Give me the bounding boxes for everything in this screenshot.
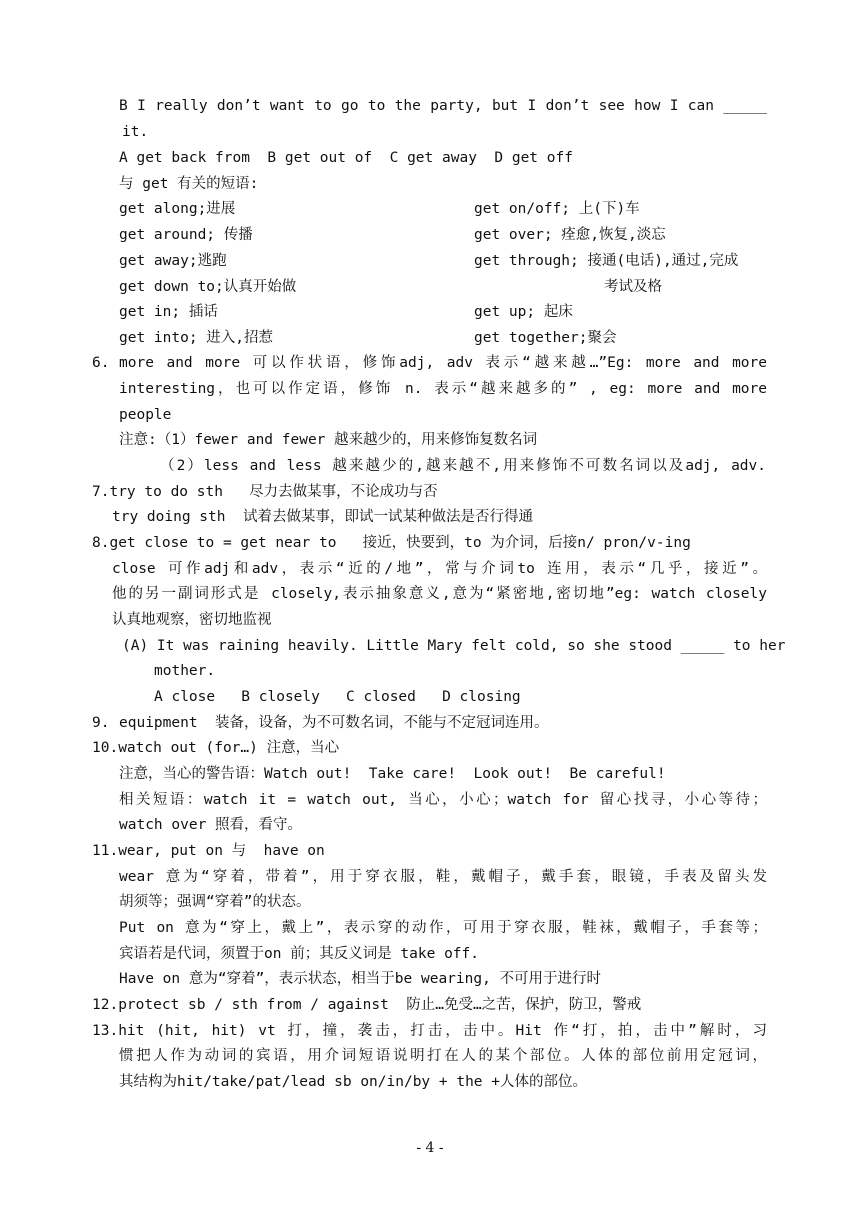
- item-12-line: 12.protect sb / sth from / against 防止…免受…之苦，保护，防卫，警戒: [92, 997, 642, 1013]
- question-b-options: A get back from B get out of C get away D get off: [119, 150, 573, 166]
- item-6-line: people: [119, 407, 172, 423]
- question-b-line-2: it.: [122, 124, 149, 140]
- item-number: 6.: [92, 355, 110, 371]
- get-phrase-right: get on/off; 上(下)车: [474, 201, 640, 217]
- get-phrase-left: get in; 插话: [119, 304, 218, 320]
- item-7-line: 7.try to do sth 尽力去做某事，不论成功与否: [92, 484, 438, 500]
- item-11-line: Have on 意为“穿着”，表示状态，相当于be wearing, 不可用于进行时: [119, 971, 602, 987]
- item-13-line: 13.hit (hit, hit) vt 打，撞，袭击，打击，击中。Hit 作“打，拍，击中”解时，习: [92, 1023, 767, 1039]
- item-8-options: A close B closely C closed D closing: [154, 689, 521, 705]
- item-10-line: watch over 照看，看守。: [119, 817, 303, 833]
- item-8-question: (A) It was raining heavily. Little Mary felt cold, so she stood _____ to her: [122, 638, 786, 654]
- get-phrase-right: get up; 起床: [474, 304, 573, 320]
- item-6-line: more and more 可以作状语，修饰adj, adv 表示“越来越…”Eg: more and more: [119, 355, 767, 371]
- item-10-line: 注意，当心的警告语：Watch out! Take care! Look out! Be careful!: [119, 766, 666, 782]
- item-10-line: 10.watch out (for…) 注意，当心: [92, 740, 340, 756]
- item-8-line: close 可作adj和adv，表示“近的/地”，常与介词to 连用，表示“几乎，接近”。: [112, 561, 767, 577]
- item-8-question: mother.: [154, 663, 216, 679]
- item-11-line: 宾语若是代词，须置于on 前；其反义词是 take off.: [119, 946, 479, 962]
- page-number: - 4 -: [416, 1140, 444, 1156]
- question-b-line-1: B I really don’t want to go to the party, but I don’t see how I can _____: [119, 98, 767, 114]
- get-phrase-left: get into; 进入,招惹: [119, 330, 274, 346]
- get-phrase-left: get along;进展: [119, 201, 236, 217]
- get-phrase-right: get through; 接通(电话),通过,完成: [474, 253, 739, 269]
- item-13-line: 其结构为hit/take/pat/lead sb on/in/by + the +人体的部位。: [119, 1074, 587, 1090]
- item-11-line: 11.wear, put on 与 have on: [92, 843, 325, 859]
- item-8-line: 认真地观察，密切地监视: [112, 612, 272, 628]
- get-phrase-right: get together;聚会: [474, 330, 617, 346]
- item-6-note: 注意:（1）fewer and fewer 越来越少的，用来修饰复数名词: [119, 432, 538, 448]
- get-phrase-left: get around; 传播: [119, 227, 253, 243]
- get-phrase-right: 考试及格: [604, 279, 662, 295]
- item-11-line: Put on 意为“穿上，戴上”，表示穿的动作，可用于穿衣服，鞋袜，戴帽子，手套等；: [119, 920, 767, 936]
- item-13-line: 惯把人作为动词的宾语，用介词短语说明打在人的某个部位。人体的部位前用定冠词，: [119, 1048, 767, 1064]
- item-8-line: 8.get close to = get near to 接近，快要到，to 为介词，后接n/ pron/v-ing: [92, 535, 691, 551]
- item-number: 9.: [92, 715, 110, 731]
- item-7-line: try doing sth 试着去做某事，即试一试某种做法是否行得通: [112, 509, 533, 525]
- get-phrase-left: get away;逃跑: [119, 253, 227, 269]
- item-11-line: wear 意为“穿着，带着”，用于穿衣服，鞋，戴帽子，戴手套，眼镜，手表及留头发: [119, 869, 767, 885]
- item-11-line: 胡须等；强调“穿着”的状态。: [119, 894, 311, 910]
- get-phrase-right: get over; 痊愈,恢复,淡忘: [474, 227, 666, 243]
- item-6-line: interesting，也可以作定语，修饰 n. 表示“越来越多的” , eg: more and more: [119, 381, 767, 397]
- get-phrases-heading: 与 get 有关的短语:: [119, 176, 259, 192]
- item-8-line: 他的另一副词形式是 closely,表示抽象意义,意为“紧密地,密切地”eg: watch closely: [112, 586, 767, 602]
- item-10-line: 相关短语：watch it = watch out, 当心，小心；watch for 留心找寻，小心等待；: [119, 792, 767, 808]
- item-6-note: （2）less and less 越来越少的,越来越不,用来修饰不可数名词以及adj, adv.: [160, 458, 766, 474]
- item-9-line: equipment 装备，设备，为不可数名词，不能与不定冠词连用。: [119, 715, 549, 731]
- get-phrase-left: get down to;认真开始做: [119, 279, 297, 295]
